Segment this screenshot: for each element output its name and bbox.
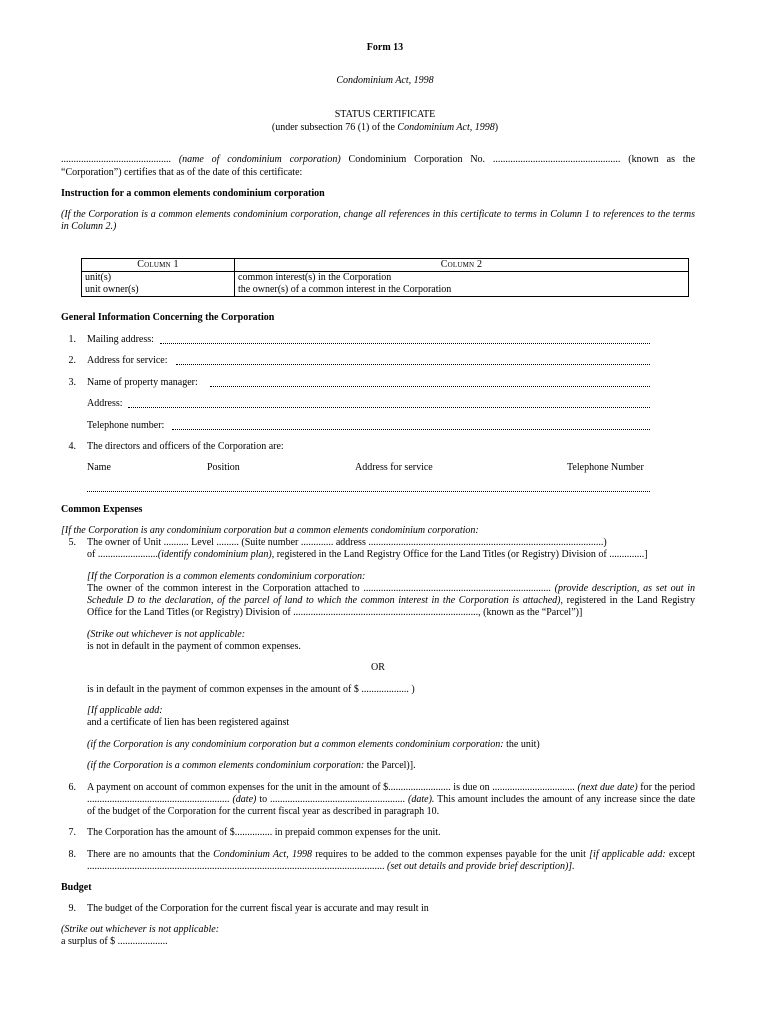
directors-col-telephone: Telephone Number [567, 462, 644, 473]
item-number: 4. [68, 441, 76, 452]
address-for-service-field[interactable] [176, 355, 650, 365]
directors-field[interactable] [87, 482, 650, 492]
any-corporation-unit-text: (if the Corporation is any condominium corporation but a common elements condominium corporation: the unit) [87, 739, 540, 750]
mailing-address-field[interactable] [160, 334, 650, 344]
manager-telephone-field[interactable] [172, 420, 650, 430]
certificate-subtitle: (under subsection 76 (1) of the Condominium Act, 1998) [271, 122, 499, 133]
item-5-line-1: The owner of Unit .......... Level ......... (Suite number ............. address ..............................................................................................) [87, 537, 607, 548]
item-number: 5. [68, 537, 76, 548]
item-8-paragraph: There are no amounts that the Condominium Act, 1998 requires to be added to the common expenses payable for the unit [if applicable add: except ....................................................................................................................... (set out details and provide brief description)]. [87, 849, 696, 872]
surplus-text: a surplus of $ .................... [61, 936, 168, 947]
manager-address-field[interactable] [128, 398, 650, 408]
item-number: 2. [68, 355, 76, 366]
intro-line-1: ............................................ (name of condominium corporation) Condominium Corporation No. ................................................... (known as the [61, 154, 696, 165]
not-in-default-text: is not in default in the payment of common expenses. [87, 641, 301, 652]
item-number: 1. [68, 334, 76, 345]
item-number: 8. [68, 849, 76, 860]
address-for-service-label: Address for service: [87, 355, 168, 366]
intro-line-2: “Corporation”) certifies that as of the date of this certificate: [61, 167, 303, 178]
table-cell: common interest(s) in the Corporation [235, 272, 689, 285]
item-number: 9. [68, 903, 76, 914]
instruction-text: (If the Corporation is a common elements condominium corporation, change all references in this certificate to terms in Column 1 to references to the terms in Column 2.) [61, 209, 695, 232]
table-row [82, 284, 689, 297]
manager-address-label: Address: [87, 398, 123, 409]
directors-col-address: Address for service [355, 462, 433, 473]
budget-strike-out-note: (Strike out whichever is not applicable: [61, 924, 220, 935]
manager-telephone-label: Telephone number: [87, 420, 165, 431]
item-5-line-2: of ........................(identify condominium plan), registered in the Land Registry Office for the Land Titles (or Registry) Division of ..............] [87, 549, 648, 560]
property-manager-field[interactable] [210, 377, 650, 387]
table-cell: unit owner(s) [82, 284, 235, 297]
item-number: 7. [68, 827, 76, 838]
act-title: Condominium Act, 1998 [336, 75, 434, 86]
in-default-text: is in default in the payment of common expenses in the amount of $ ................... ) [87, 684, 415, 695]
mailing-address-label: Mailing address: [87, 334, 154, 345]
directors-col-position: Position [207, 462, 240, 473]
column-reference-table [81, 258, 689, 297]
table-header-row [82, 259, 689, 272]
note-any-corporation: [If the Corporation is any condominium corporation but a common elements condominium corporation: [61, 525, 479, 536]
lien-text: and a certificate of lien has been registered against [87, 717, 290, 728]
note-common-elements: [If the Corporation is a common elements condominium corporation: [87, 571, 366, 582]
budget-heading: Budget [61, 882, 92, 893]
table-cell: unit(s) [82, 272, 235, 285]
general-info-heading: General Information Concerning the Corporation [61, 312, 275, 323]
certificate-title: STATUS CERTIFICATE [334, 109, 436, 120]
if-applicable-note: [If applicable add: [87, 705, 163, 716]
instruction-heading: Instruction for a common elements condominium corporation [61, 188, 325, 199]
item-number: 3. [68, 377, 76, 388]
column-2-header: Column 2 [235, 259, 689, 272]
property-manager-label: Name of property manager: [87, 377, 198, 388]
table-row [82, 272, 689, 285]
item-7-text: The Corporation has the amount of $............... in prepaid common expenses for the unit. [87, 827, 441, 838]
item-6-paragraph: A payment on account of common expenses for the unit in the amount of $......................... is due on ................................. (next due date) for the period ......................................................... (date) to ...................................................... (date). This amount includes the amount of any increase since the date of the budget of the Corporation for the current fiscal year as described in paragraph 10. [87, 782, 696, 817]
table-cell: the owner(s) of a common interest in the Corporation [235, 284, 689, 297]
strike-out-note: (Strike out whichever is not applicable: [87, 629, 246, 640]
column-1-header: Column 1 [82, 259, 235, 272]
item-9-text: The budget of the Corporation for the current fiscal year is accurate and may result in [87, 903, 429, 914]
item-number: 6. [68, 782, 76, 793]
directors-col-name: Name [87, 462, 111, 473]
common-elements-paragraph: The owner of the common interest in the Corporation attached to ........................................................................... (provide description, as set out in Schedule D to the declaration, of the parcel of land to which the common interest in the Corporation is attached), registered in the Land Registry Office for the Land Titles (or Registry) Division of .........................................................................., (known as the “Parcel”)] [87, 583, 695, 618]
form-number: Form 13 [366, 42, 404, 53]
common-elements-parcel-text: (if the Corporation is a common elements condominium corporation: the Parcel)]. [87, 760, 416, 771]
directors-label: The directors and officers of the Corporation are: [87, 441, 284, 452]
common-expenses-heading: Common Expenses [61, 504, 143, 515]
or-separator: OR [371, 662, 385, 673]
